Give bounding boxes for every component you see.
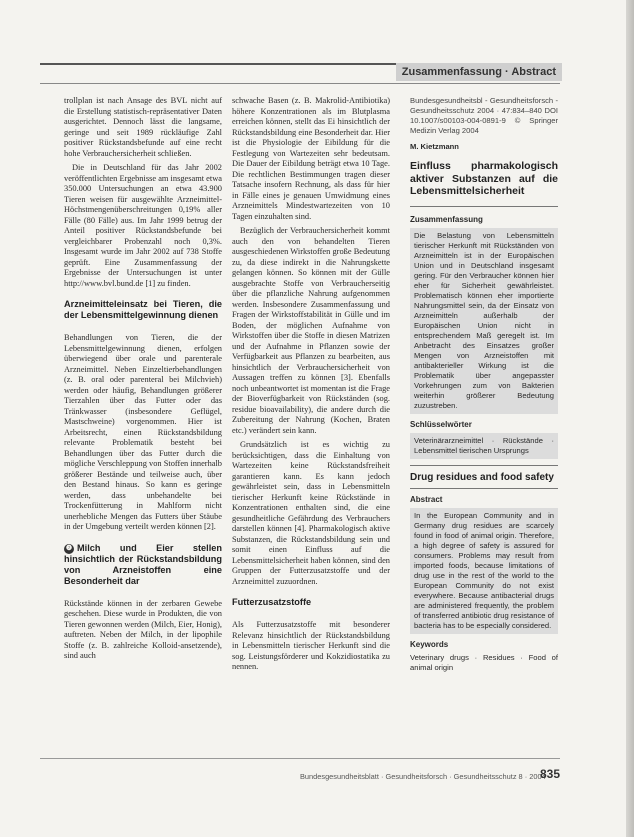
zusammenfassung-text: Die Belastung von Lebensmitteln tierischer Herkunft mit Rückständen von Arzneimitteln ist in der Europäischen Union und in Deutschland insgesamt gering. Für den Verbraucher können hier eher für Sicherheit gewährleistet. Problematisch können eher importierte Nahrungsmittel sein, da der Einsatz von Arzneimitteln außerhalb der Europäischen Union nicht in entsprechendem Maß geregelt ist. Im Anbetracht des Einsatzes großer Mengen von Arzneistoffen mit antibakterieller Wirkung ist die Problematik über angepasster Vorkehrungen zum von Bakterien weiterhin größerer Bedeutung zuzustreben. <box>410 228 558 414</box>
author-name: M. Kietzmann <box>410 142 459 151</box>
footer-rule <box>40 758 560 759</box>
left-para-1: trollplan ist nach Ansage des BVL nicht auf die Erstellung statistisch-repräsentativer Daten ausgerichtet. Dennoch lässt die langsame, geringe und seit 1989 rückläufige Zahl positiver Rückstandsbefunde auf eine recht hohe Verbrauchersicherheit schließen. <box>64 96 222 158</box>
schluesselwoerter-text: Veterinärarzneimittel · Rückstände · Lebensmittel tierischen Ursprungs <box>410 433 558 459</box>
mid-para-3: Grundsätzlich ist es wichtig zu berücksichtigen, dass die Einhaltung von Wartezeiten keine Rückstandsfreiheit garantieren kann. Es kann jedoch gewährleistet sein, dass in Lebensmitteln tierischer Herkunft keine Rückstände in Konzentrationen enthalten sind, die eine gesundheitliche Gefährdung des Verbrauchers darstellen können [4]. Pharmakologisch aktive Substanzen, die Rückstandsbildung sein und somit einen Einfluss auf die Lebensmittelsicherheit haben können, sind den Gruppen der Futterzusatzstoffe und der Arzneimittel zuzuordnen. <box>232 440 390 586</box>
mid-para-2: Bezüglich der Verbrauchersicherheit kommt auch den von behandelten Tieren ausgeschiedenen Wirkstoffen große Bedeutung zu, da diese indirekt in die Nahrungskette gelangen können. So können mit der Gülle ausgebrachte Stoffe von Verbraucherseitig über die pflanzliche Nahrung aufgenommen werden. Insbesondere Zusammenfassung und Fragen der Wirkstoffstabilität in Gülle und im Boden, der möglichen Aufnahme von Wirkstoffen über die Stoffe in diesen Matrizen und der Aufnahme in Pflanzen sowie der Verfügbarkeit aus Pflanzen zu bearbeiten, aus hinsichtlich der Verbrauchersicherheit von Aussagen treffen zu können [3]. Ebenfalls noch unbeantwortet ist momentan ist die Frage der Bioverfügbarkeit von Rückständen (sog. residue bioavailability), die andere durch die Zubereitung der Nahrung (Kochen, Braten etc.) verändert sein kann. <box>232 226 390 435</box>
keywords-heading: Keywords <box>410 639 449 649</box>
section-label: Zusammenfassung · Abstract <box>396 63 562 81</box>
mid-para-4: Als Futterzusatzstoffe mit besonderer Relevanz hinsichtlich der Rückstandsbildung in Lebensmitteln tierischer Herkunft sind die sog. Leistungsförderer und Kokzidiostatika zu nennen. <box>232 620 390 671</box>
abstract-text: In the European Community and in Germany drug residues are scarcely found in food of animal origin. Therefore, a high degree of safety is assured for consumers. Problems may result from imported foods, because limitations of drug use in the rest of the world to the European Community do not exist everywhere. Because antibacterial drugs are administered frequently, the problem of transferred antibiotic drug resistance of bacteria has to be especially considered. <box>410 508 558 634</box>
heading-futterzusatzstoffe: Futterzusatzstoffe <box>232 597 312 607</box>
keywords-text: Veterinary drugs · Residues · Food of animal origin <box>410 652 558 672</box>
schluesselwoerter-heading: Schlüsselwörter <box>410 419 472 429</box>
zusammenfassung-heading: Zusammenfassung <box>410 214 483 224</box>
heading-number-badge: ❷ <box>65 544 73 552</box>
middle-column <box>232 96 390 677</box>
article-title-english: Drug residues and food safety <box>410 465 558 489</box>
citation-meta: Bundesgesundheitsbl - Gesundheitsforsch - Gesundheitsschutz 2004 · 47:834–840 DOI 10.1007/s00103-004-0891-9 © Springer Medizin Verlag 2004 <box>410 96 558 135</box>
heading-arzneimitteleinsatz: Arzneimitteleinsatz bei Tieren, die der Lebensmittelgewinnung dienen <box>64 299 222 320</box>
page-number: 835 <box>540 767 561 781</box>
page-edge-shadow <box>626 0 634 837</box>
left-para-2: Die in Deutschland für das Jahr 2002 veröffentlichten Ergebnisse am insgesamt etwa 350.000 Untersuchungen an etwa 43.900 Tieren weisen für ausgewählte Arzneimittel-Höchstmengenüberschreitungen 0,19% aller Fälle (80 Fälle) aus. Im Jahr 1999 betrug der Anteil positiver Rückstandsbefunde bei vergleichbarer Probenzahl noch 0,3%. Insgesamt wurde im Jahr 2002 auf 738 Stoffe geprüft. Eine Zusammenfassung der Ergebnisse der Untersuchungen ist unter http://www.bvl.bund.de [1] zu finden. <box>64 163 222 288</box>
heading-milch-eier <box>64 543 222 587</box>
left-column <box>64 96 222 666</box>
abstract-column <box>410 96 558 673</box>
mid-para-1: schwache Basen (z. B. Makrolid-Antibiotika) höhere Konzentrationen als im Blutplasma erreichen können, stellt das Ei hinsichtlich der Rückstandsbildung eine Besonderheit dar. Hier ist die Physiologie der Eibildung für die Festlegung von Wartezeiten sehr bedeutsam. Die Dauer der Eibildung beträgt etwa 10 Tage. Die rechtlichen Bestimmungen tragen dieser Tatsache insofern Rechnung, als dass für hier in Fälle eines je genauen Umwidmung eines Arzneimittels Mindestwartezeiten von 10 Tagen einzuhalten sind. <box>232 96 390 221</box>
left-para-4: Rückstände können in der zerbaren Gewebe geschehen. Diese wurde in Produkten, die von Tieren gewonnen werden (Milch, Eier, Honig), auftreten. Neben der Milch, in der lipophile Stoffe (z. B. zahlreiche Kolloid-ansetzende), sind auch <box>64 598 222 660</box>
journal-footer: Bundesgesundheitsblatt · Gesundheitsforsch · Gesundheitsschutz 8 · 2004 <box>300 772 546 781</box>
heading-milch-eier-text: Milch und Eier stellen hinsichtlich der Rückstandsbildung von Arzneistoffen eine Besonderheit dar <box>64 542 222 586</box>
abstract-heading: Abstract <box>410 494 443 504</box>
left-para-3: Behandlungen von Tieren, die der Lebensmittelgewinnung dienen, erfolgen überwiegend über orale und parenterale Arzneimittel. Neben Einzeltierbehandlungen (z. B. oral oder parenteral bei Milchvieh) werden oder häufig, Behandlungen größerer Tierzahlen über das Futter oder das Tränkwasser (insbesondere Geflügel, Mastschweine) vorgenommen. Hier ist Arbeitsrecht, einen Rückstandsbildung relevante Problematik besteht bei Behandlungen über das Futter durch die mögliche Verschleppung von Stoffen innerhalb größerer Bestände und teilweise auch, über den Bestand hinaus. So kann es geringe werden, dass unbehandelte bei Trockenfütterung in Mahlform nicht unerhebliche Mengen das Futters über Stäube in der Umgebung verteilt werden können [2]. <box>64 333 222 531</box>
article-title-german: Einfluss pharmakologisch aktiver Substanzen auf die Lebensmittelsicherheit <box>410 160 558 207</box>
